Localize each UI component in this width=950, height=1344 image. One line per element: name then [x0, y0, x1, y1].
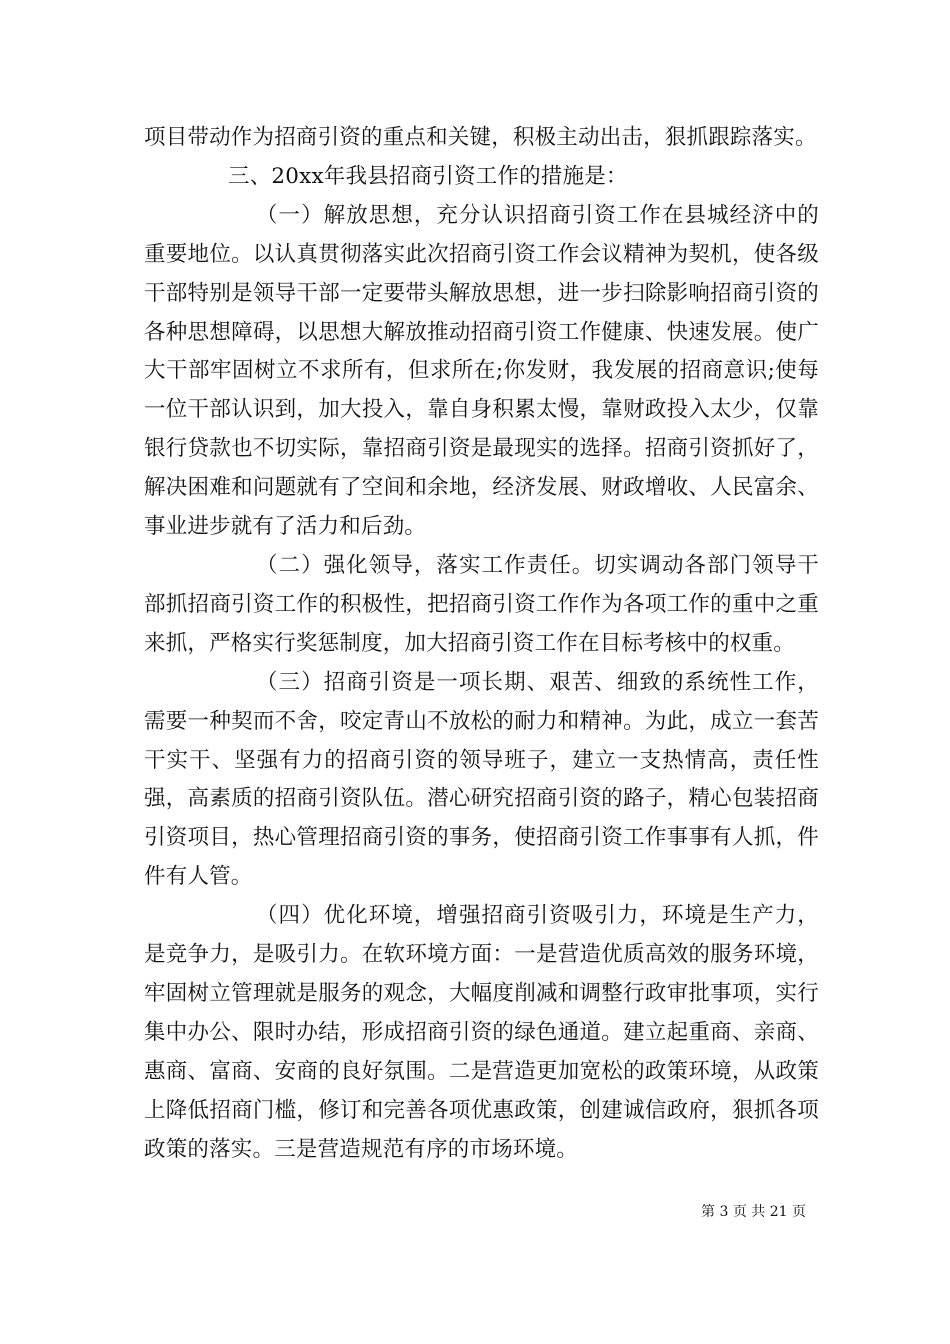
document-body [144, 119, 819, 1169]
paragraph-continuation: 项目带动作为招商引资的重点和关键，积极主动出击，狠抓跟踪落实。 [144, 125, 817, 150]
paragraph-item-3: （三）招商引资是一项长期、艰苦、细致的系统性工作，需要一种契而不舍，咬定青山不放松的耐力和精神。为此，成立一套苦干实干、坚强有力的招商引资的领导班子，建立一支热情高，责任性强，高素质的招商引资队伍。潜心研究招商引资的路子，精心包装招商引资项目，热心管理招商引资的事务，使招商引资工作事事有人抓，件件有人管。 [144, 669, 819, 890]
section-heading-measures: 三、20xx年我县招商引资工作的措施是： [228, 163, 628, 189]
paragraph-item-4: （四）优化环境，增强招商引资吸引力，环境是生产力，是竞争力，是吸引力。在软环境方面：一是营造优质高效的服务环境，牢固树立管理就是服务的观念，大幅度削减和调整行政审批事项，实行集中办公、限时办结，形成招商引资的绿色通道。建立起重商、亲商、惠商、富商、安商的良好氛围。二是营造更加宽松的政策环境，从政策上降低招商门槛，修订和完善各项优惠政策，创建诚信政府，狠抓各项政策的落实。三是营造规范有序的市场环境。 [144, 903, 819, 1162]
paragraph-item-2: （二）强化领导，落实工作责任。切实调动各部门领导干部抓招商引资工作的积极性，把招商引资工作作为各项工作的重中之重来抓，严格实行奖惩制度，加大招商引资工作在目标考核中的权重。 [144, 552, 819, 656]
page-number-footer: 第 3 页 共 21 页 [701, 1204, 806, 1220]
paragraph-item-1: （一）解放思想，充分认识招商引资工作在县城经济中的重要地位。以认真贯彻落实此次招商引资工作会议精神为契机，使各级干部特别是领导干部一定要带头解放思想，进一步扫除影响招商引资的各种思想障碍，以思想大解放推动招商引资工作健康、快速发展。使广大干部牢固树立不求所有，但求所在;你发财，我发展的招商意识;使每一位干部认识到，加大投入，靠自身积累太慢，靠财政投入太少，仅靠银行贷款也不切实际，靠招商引资是最现实的选择。招商引资抓好了，解决困难和问题就有了空间和余地，经济发展、财政增收、人民富余、事业进步就有了活力和后劲。 [144, 202, 819, 540]
